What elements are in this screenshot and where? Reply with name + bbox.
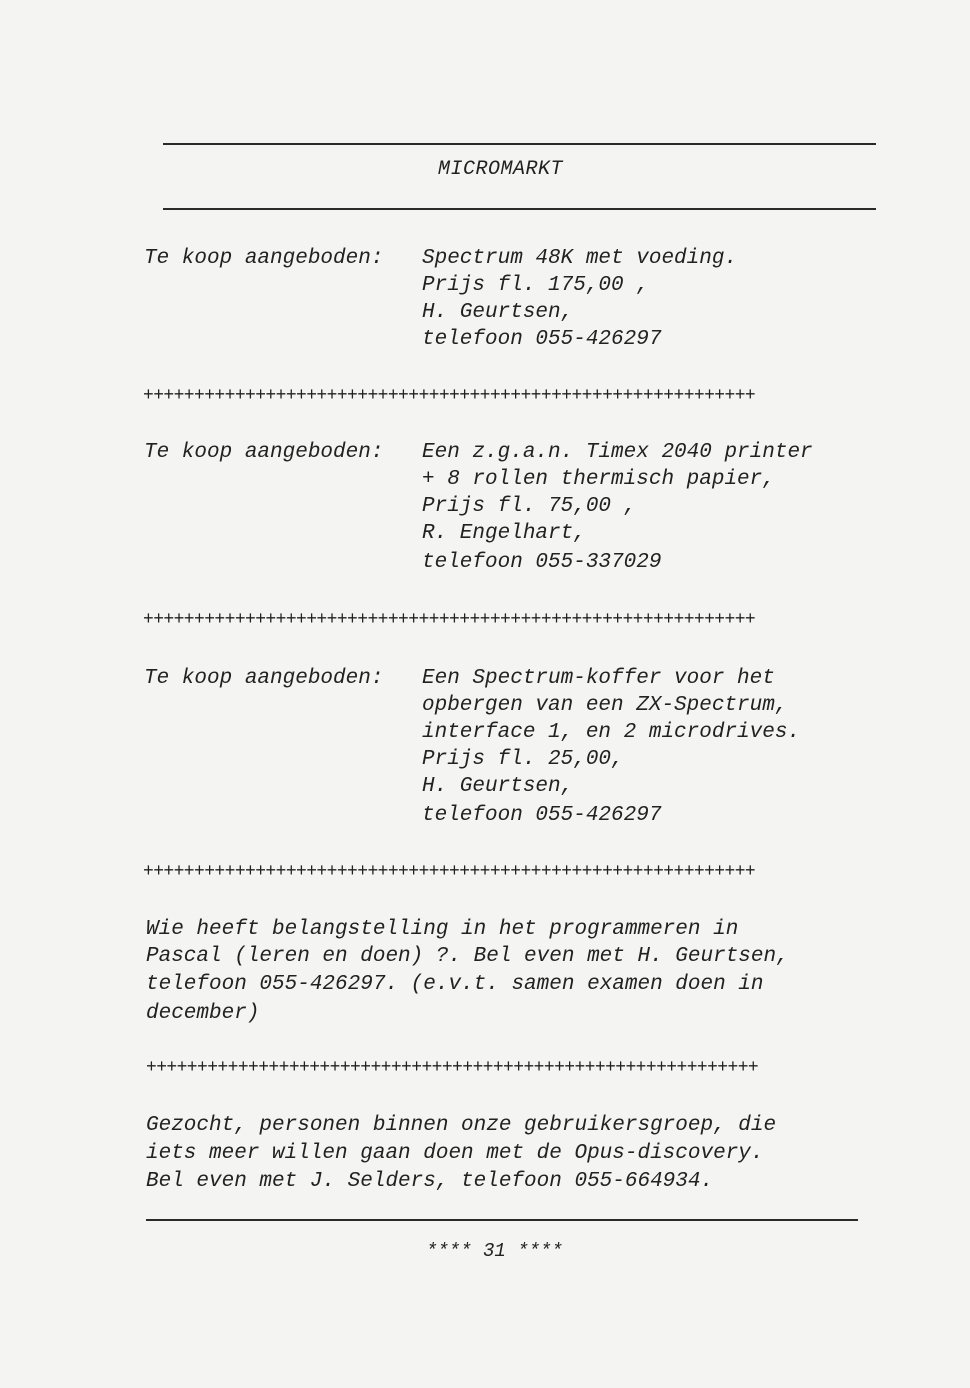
ad-1-line: H. Geurtsen,: [422, 301, 574, 324]
separator-3: ++++++++++++++++++++++++++++++++++++++++++++++++++++++++++++: [143, 862, 756, 882]
pascal-line: Wie heeft belangstelling in het programmeren in: [146, 918, 739, 941]
top-rule: [163, 143, 876, 145]
ad-1-line: Spectrum 48K met voeding.: [422, 247, 738, 270]
bottom-rule: [146, 1219, 858, 1221]
ad-1-line: Prijs fl. 175,00 ,: [422, 274, 649, 297]
ad-2-line: telefoon 055-337029: [422, 551, 662, 574]
title-rule: [163, 208, 876, 210]
opus-line: Gezocht, personen binnen onze gebruikersgroep, die: [146, 1114, 777, 1137]
ad-3-line: Prijs fl. 25,00,: [422, 748, 624, 771]
page-number: **** 31 ****: [426, 1240, 563, 1262]
ad-2-label: Te koop aangeboden:: [144, 441, 384, 464]
ad-3-line: H. Geurtsen,: [422, 775, 574, 798]
opus-line: iets meer willen gaan doen met de Opus-discovery.: [146, 1142, 764, 1165]
ad-2-line: Een z.g.a.n. Timex 2040 printer: [422, 441, 813, 464]
ad-3-line: opbergen van een ZX-Spectrum,: [422, 694, 788, 717]
separator-4: ++++++++++++++++++++++++++++++++++++++++++++++++++++++++++++: [146, 1058, 759, 1078]
ad-1-line: telefoon 055-426297: [422, 328, 662, 351]
ad-1-label: Te koop aangeboden:: [144, 247, 384, 270]
ad-3-label: Te koop aangeboden:: [144, 667, 384, 690]
page-title: MICROMARKT: [438, 158, 564, 181]
ad-3-line: telefoon 055-426297: [422, 804, 662, 827]
ad-2-line: Prijs fl. 75,00 ,: [422, 495, 637, 518]
pascal-line: Pascal (leren en doen) ?. Bel even met H. Geurtsen,: [146, 945, 789, 968]
ad-3-line: Een Spectrum-koffer voor het: [422, 667, 775, 690]
pascal-line: telefoon 055-426297. (e.v.t. samen examen doen in: [146, 973, 764, 996]
ad-2-line: R. Engelhart,: [422, 522, 586, 545]
separator-2: ++++++++++++++++++++++++++++++++++++++++++++++++++++++++++++: [143, 610, 756, 630]
ad-2-line: + 8 rollen thermisch papier,: [422, 468, 775, 491]
opus-line: Bel even met J. Selders, telefoon 055-664934.: [146, 1170, 714, 1193]
separator-1: ++++++++++++++++++++++++++++++++++++++++++++++++++++++++++++: [143, 386, 756, 406]
pascal-line: december): [146, 1002, 260, 1025]
ad-3-line: interface 1, en 2 microdrives.: [422, 721, 801, 744]
